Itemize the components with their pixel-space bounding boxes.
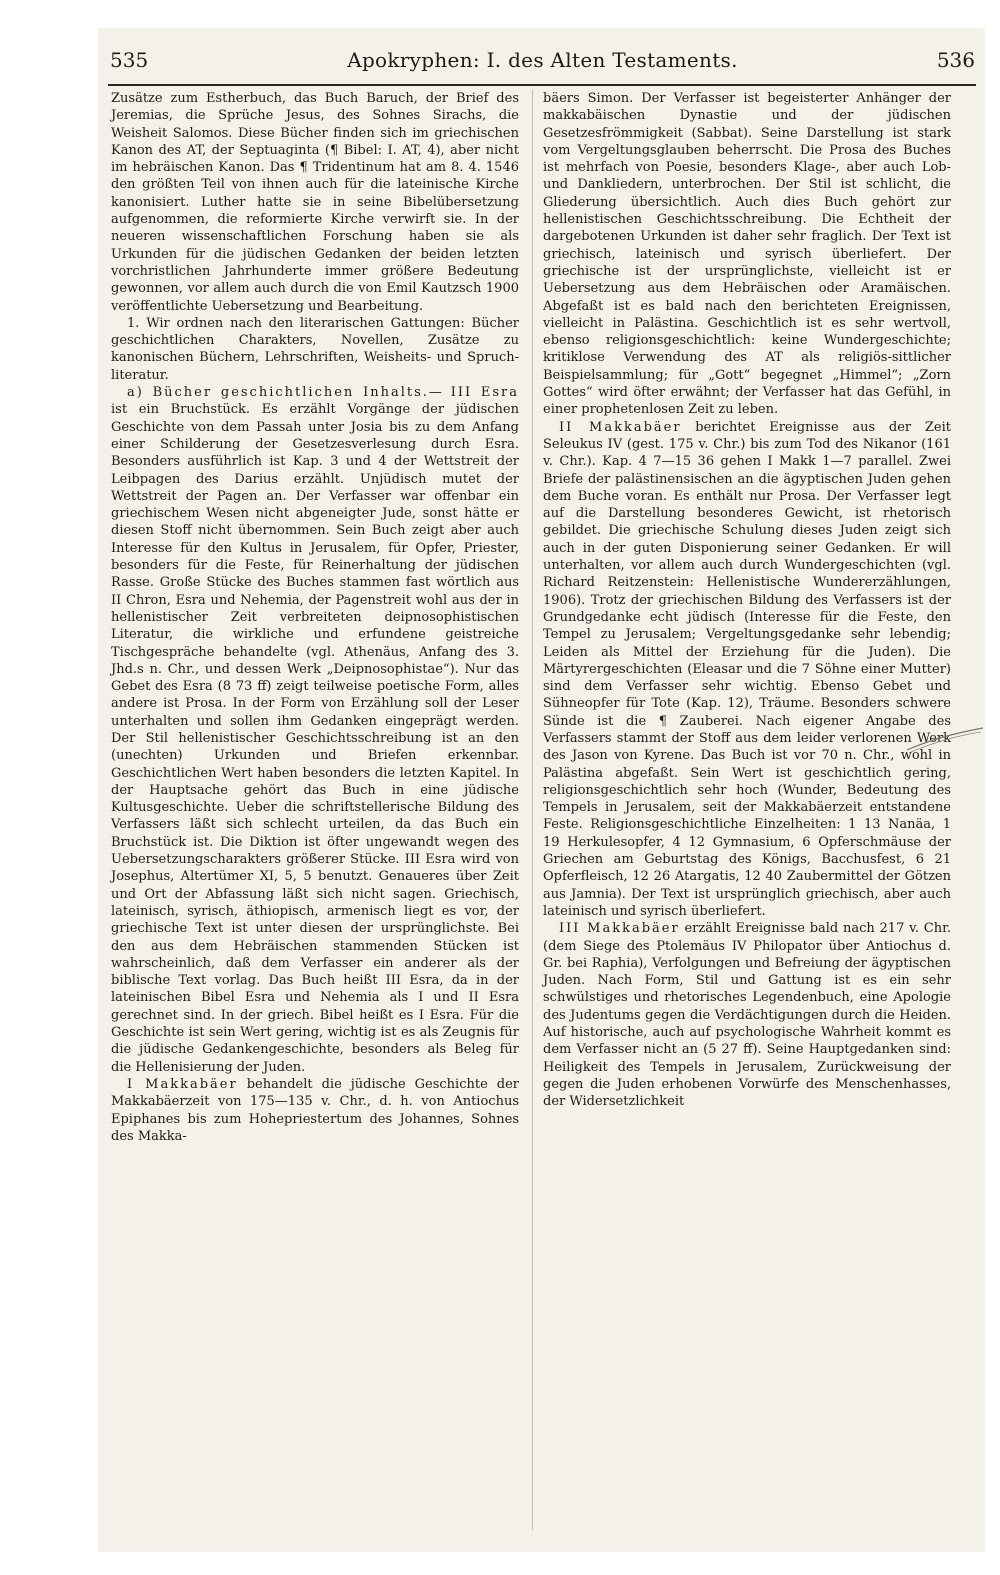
paragraph-text: erzählt Ereignisse bald nach 217 v. Chr. (dem Siege des Ptolemäus IV Philopator über Antiochus d. Gr. bei Raphia), Verfolgungen und Befreiung der ägyptischen Juden. Nach Form, Stil und Gattung ist es ein sehr schwülstiges und rhetorisches Legendenbuch, eine Apologie des Judentums gegen die Verdächtigungen durch die Heiden. Auf historische, auch auf psychologische Wahrheit kommt es dem Verfasser nicht an (5 27 ff). Seine Hauptgedanken sind: Heiligkeit des Tempels in Jerusalem, Zurückweisung der gegen die Juden erhobenen Vorwürfe des Menschenhasses, der Widersetzlichkeit [543, 921, 952, 1110]
page-number-right: 536 [936, 48, 975, 72]
running-title: Apokryphen: I. des Alten Testaments. [347, 48, 738, 72]
section-heading: a) Bücher geschichtlichen Inhalts.— [127, 385, 444, 401]
left-column [111, 90, 519, 1145]
paragraph-text: 1. Wir ordnen nach den literarischen Gattungen: Bücher geschichtlichen Charakters, Novellen, Zusätze zu kanonischen Büchern, Lehrschriften, Weisheits- und Spruch-literatur. [111, 315, 519, 383]
paragraph [111, 90, 519, 315]
header-rule [108, 84, 976, 86]
paragraph [111, 384, 519, 1076]
paragraph [543, 920, 951, 1110]
paragraph-text: berichtet Ereignisse aus der Zeit Seleukus IV (gest. 175 v. Chr.) bis zum Tod des Nikanor (161 v. Chr.). Kap. 4 7—15 36 gehen I Makk 1—7 parallel. Zwei Briefe der palästinensischen an die ägyptischen Juden gehen dem Buche voran. Es enthält nur Prosa. Der Verfasser legt auf die Darstellung besonderes Gewicht, ist rhetorisch gebildet. Die griechische Schulung dieses Juden zeigt sich auch in der guten Disponierung seiner Gedanken. Er will unterhalten, vor allem auch durch Wundergeschichten (vgl. Richard Reitzenstein: Hellenistische Wundererzählungen, 1906). Trotz der griechischen Bildung des Verfassers ist der Grundgedanke echt jüdisch (Interesse für die Feste, den Tempel zu Jerusalem; Vergeltungsgedanke sehr lebendig; Leiden als Mittel der Erziehung für die Juden). Die Märtyrergeschichten (Eleasar und die 7 Söhne einer Mutter) sind dem Verfasser sehr wichtig. Ebenso Gebet und Sühneopfer für Tote (Kap. 12), Träume. Besonders schwere Sünde ist die ¶ Zauberei. Nach eigener Angabe des Verfassers stammt der Stoff aus dem leider verlorenen Werk des Jason von Kyrene. Das Buch ist vor 70 n. Chr., wohl in Palästina abgefaßt. Sein Wert ist geschichtlich gering, religionsgeschichtlich sehr hoch (Wunder, Bedeutung des Tempels in Jerusalem, seit der Makkabäerzeit entstandene Feste. Religionsgeschichtliche Einzelheiten: 1 13 Nanäa, 1 19 Herkulesopfer, 4 12 Gymnasium, 6 Opferschmäuse der Griechen am Geburtstag des Königs, Bacchusfest, 6 21 Opferfleisch, 12 26 Atargatis, 12 40 Zaubermittel der Götzen aus Jamnia). Der Text ist ursprünglich griechisch, aber auch lateinisch und syrisch überliefert. [543, 419, 951, 919]
paragraph-text: behandelt die jüdische Geschichte der Makkabäerzeit von 175—135 v. Chr., d. h. von Antiochus Epiphanes bis zum Hohepriestertum des Johannes, Sohnes des Makka- [111, 1076, 519, 1144]
book-title: III Makkabäer [559, 921, 680, 937]
paragraph [111, 1076, 519, 1145]
paragraph [543, 419, 951, 921]
paragraph [543, 90, 951, 419]
book-title: III Esra [450, 385, 520, 401]
paragraph [111, 315, 519, 384]
pencil-mark [905, 724, 985, 754]
paragraph-text: ist ein Bruchstück. Es erzählt Vorgänge der jüdischen Geschichte von dem Passah unter Josia bis zu dem Anfang einer Schilderung der Gesetzesverlesung durch Esra. Besonders ausführlich ist Kap. 3 und 4 der Wettstreit der Leibpagen des Darius erzählt. Unjüdisch mutet der Wettstreit der Pagen an. Der Verfasser war offenbar ein griechischem Wesen nicht abgeneigter Jude, sonst hätte er diesen Stoff nicht übernommen. Sein Buch zeigt aber auch Interesse für den Kultus in Jerusalem, für Opfer, Priester, besonders für die Feste, für Reinerhaltung der jüdischen Rasse. Große Stücke des Buches stammen fast wörtlich aus II Chron, Esra und Nehemia, der Pagenstreit wohl aus der in hellenistischer Zeit verbreiteten deipnosophistischen Literatur, die wirkliche und erfundene geistreiche Tischgespräche behandelte (vgl. Athenäus, Anfang des 3. Jhd.s n. Chr., und dessen Werk „Deipnosophistae“). Nur das Gebet des Esra (8 73 ff) zeigt teilweise poetische Form, alles andere ist Prosa. In der Form von Erzählung soll der Leser unterhalten und sollen ihm Gedanken eingeprägt werden. Der Stil hellenistischer Geschichtsschreibung ist an den (unechten) Urkunden und Briefen erkennbar. Geschichtlichen Wert haben besonders die letzten Kapitel. In der Hauptsache gehört das Buch in eine jüdische Kultusgeschichte. Ueber die schriftstellerische Bildung des Verfassers läßt sich schlecht urteilen, da das Buch ein Bruchstück ist. Die Diktion ist öfter ungewandt wegen des Uebersetzungscharakters größerer Stücke. III Esra wird von Josephus, Altertümer XI, 5, 5 benutzt. Genaueres über Zeit und Ort der Abfassung läßt sich nicht sagen. Griechisch, lateinisch, syrisch, äthiopisch, armenisch liegt es vor, der griechische Text ist unter diesen der ursprünglichste. Bei den aus dem Hebräischen stammenden Stücken ist wahrscheinlich, daß dem Verfasser ein anderer als der biblische Text vorlag. Das Buch heißt III Esra, da in der lateinischen Bibel Esra und Nehemia als I und II Esra gerechnet sind. In der griech. Bibel heißt es I Esra. Für die Geschichte ist sein Wert gering, wichtig ist es als Zeugnis für die jüdische Gedankengeschichte, besonders als Beleg für die Hellenisierung der Juden. [111, 402, 519, 1075]
paragraph-text: Zusätze zum Estherbuch, das Buch Baruch, der Brief des Jeremias, die Sprüche Jesus, des Sohnes Sirachs, die Weisheit Salomos. Diese Bücher finden sich im griechischen Kanon des AT, der Septuaginta (¶ Bibel: I. AT, 4), aber nicht im hebräischen Kanon. Das ¶ Tridentinum hat am 8. 4. 1546 den größten Teil von ihnen auch für die lateinische Kirche kanonisiert. Luther hatte sie in seine Bibelübersetzung aufgenommen, die reformierte Kirche verwirft sie. In der neueren wissenschaftlichen Forschung haben sie als Urkunden für die jüdischen Gedanken der beiden letzten vorchristlichen Jahrhunderte immer größere Bedeutung gewonnen, vor allem auch durch die von Emil Kautzsch 1900 veröffentlichte Uebersetzung und Bearbeitung. [111, 91, 519, 314]
book-title: II Makkabäer [559, 419, 682, 435]
running-header [110, 38, 975, 78]
book-title: I Makkabäer [127, 1076, 238, 1092]
right-column [543, 90, 951, 1111]
paragraph-text: bäers Simon. Der Verfasser ist begeisterter Anhänger der makkabäischen Dynastie und der jüdischen Gesetzesfrömmigkeit (Sabbat). Seine Darstellung ist stark vom Vergeltungsglauben beherrscht. Die Prosa des Buches ist mehrfach von Poesie, besonders Klage-, aber auch Lob- und Dankliedern, unterbrochen. Der Stil ist schlicht, die Gliederung übersichtlich. Auch dies Buch gehört zur hellenistischen Geschichtsschreibung. Die Echtheit der dargebotenen Urkunden ist daher sehr fraglich. Der Text ist griechisch, lateinisch und syrisch überliefert. Der griechische ist der ursprünglichste, vielleicht ist er Uebersetzung aus dem Hebräischen oder Aramäischen. Abgefaßt ist es bald nach den berichteten Ereignissen, vielleicht in Palästina. Geschichtlich ist es sehr wertvoll, ebenso religionsgeschichtlich: keine Wundergeschichte; kritiklose Verwendung des AT als religiös-sittlicher Beispielsammlung; für „Gott“ begegnet „Himmel“; „Zorn Gottes“ wird öfter erwähnt; der Verfasser hat das Gefühl, in einer prophetenlosen Zeit zu leben. [543, 91, 951, 418]
page-number-left: 535 [110, 48, 149, 72]
column-divider [532, 90, 533, 1530]
